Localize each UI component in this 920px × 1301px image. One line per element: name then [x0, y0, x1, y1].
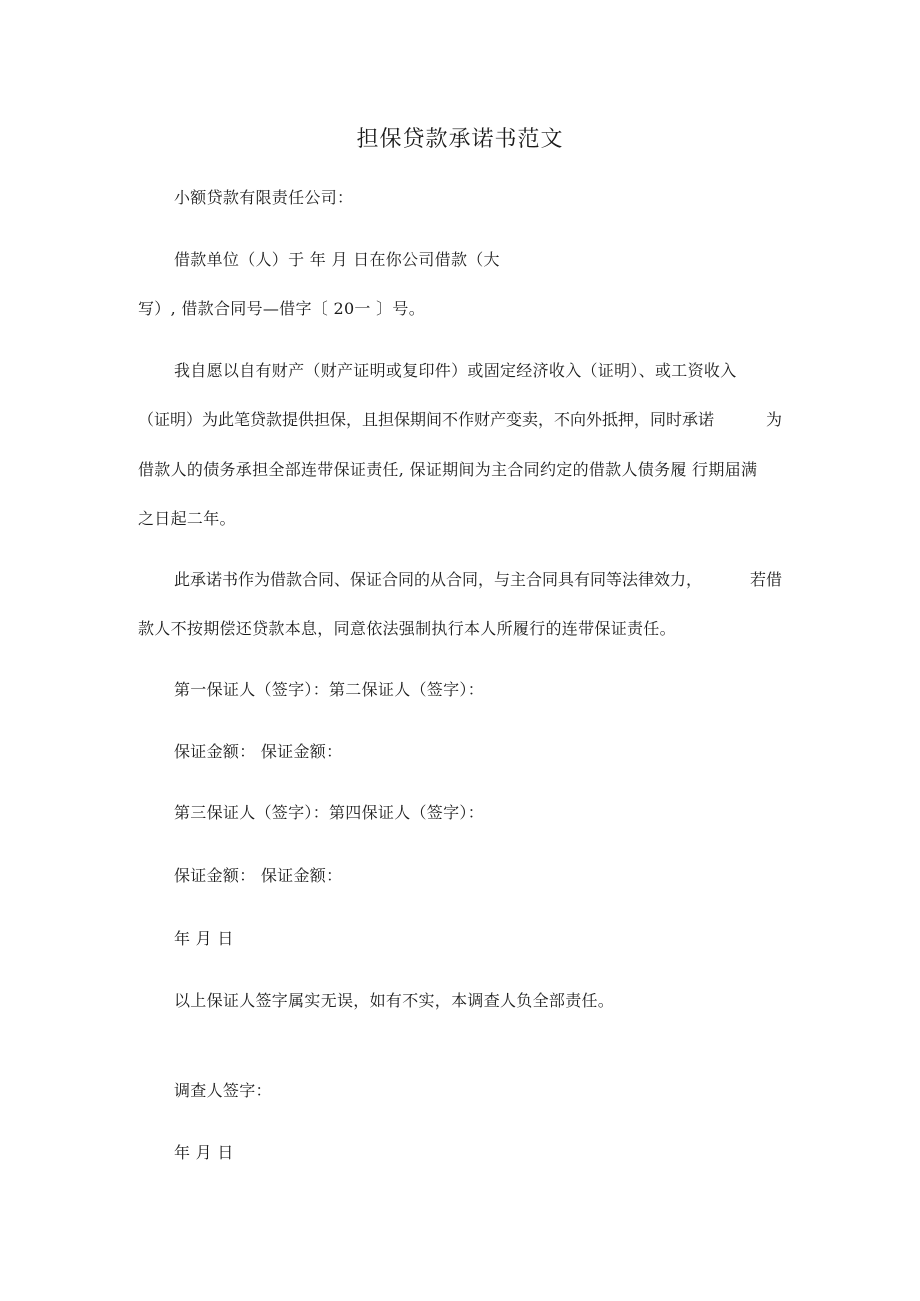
para3-line1a: 此承诺书作为借款合同、保证合同的从合同，与主合同具有同等法律效力，	[174, 570, 703, 589]
guarantors-3-4: 第三保证人（签字）：第四保证人（签字）：	[174, 803, 485, 822]
para1-line1: 借款单位（人）于 年 月 日在你公司借款（大	[174, 250, 500, 269]
para2-line4: 之日起二年。	[138, 509, 236, 528]
para3-line2: 款人不按期偿还贷款本息，同意依法强制执行本人所履行的连带保证责任。	[138, 619, 676, 638]
amount-1-2: 保证金额： 保证金额：	[174, 742, 343, 761]
date-line-1: 年 月 日	[174, 929, 234, 948]
para3-line1	[174, 570, 782, 590]
para2-line3: 借款人的债务承担全部连带保证责任, 保证期间为主合同约定的借款人债务履 行期届满	[138, 460, 758, 479]
verification-statement: 以上保证人签字属实无误，如有不实，本调查人负全部责任。	[174, 991, 615, 1010]
investigator-signature: 调查人签字：	[174, 1081, 272, 1100]
addressee: 小额贷款有限责任公司：	[174, 188, 354, 207]
para2-line1: 我自愿以自有财产（财产证明或复印件）或固定经济收入（证明）、或工资收入	[174, 361, 737, 380]
para2-line2a: （证明）为此笔贷款提供担保，且担保期间不作财产变卖，不向外抵押，同时承诺	[138, 410, 715, 429]
para2-line2	[138, 410, 782, 430]
para1-line2: 写）, 借款合同号—借字〔 20一 〕号。	[138, 299, 426, 318]
document-title: 担保贷款承诺书范文	[356, 127, 564, 152]
amount-3-4: 保证金额： 保证金额：	[174, 866, 343, 885]
para2-line2b: 为	[765, 410, 782, 429]
para3-line1b: 若借	[749, 570, 782, 589]
guarantors-1-2: 第一保证人（签字）：第二保证人（签字）：	[174, 680, 485, 699]
date-line-2: 年 月 日	[174, 1143, 234, 1162]
